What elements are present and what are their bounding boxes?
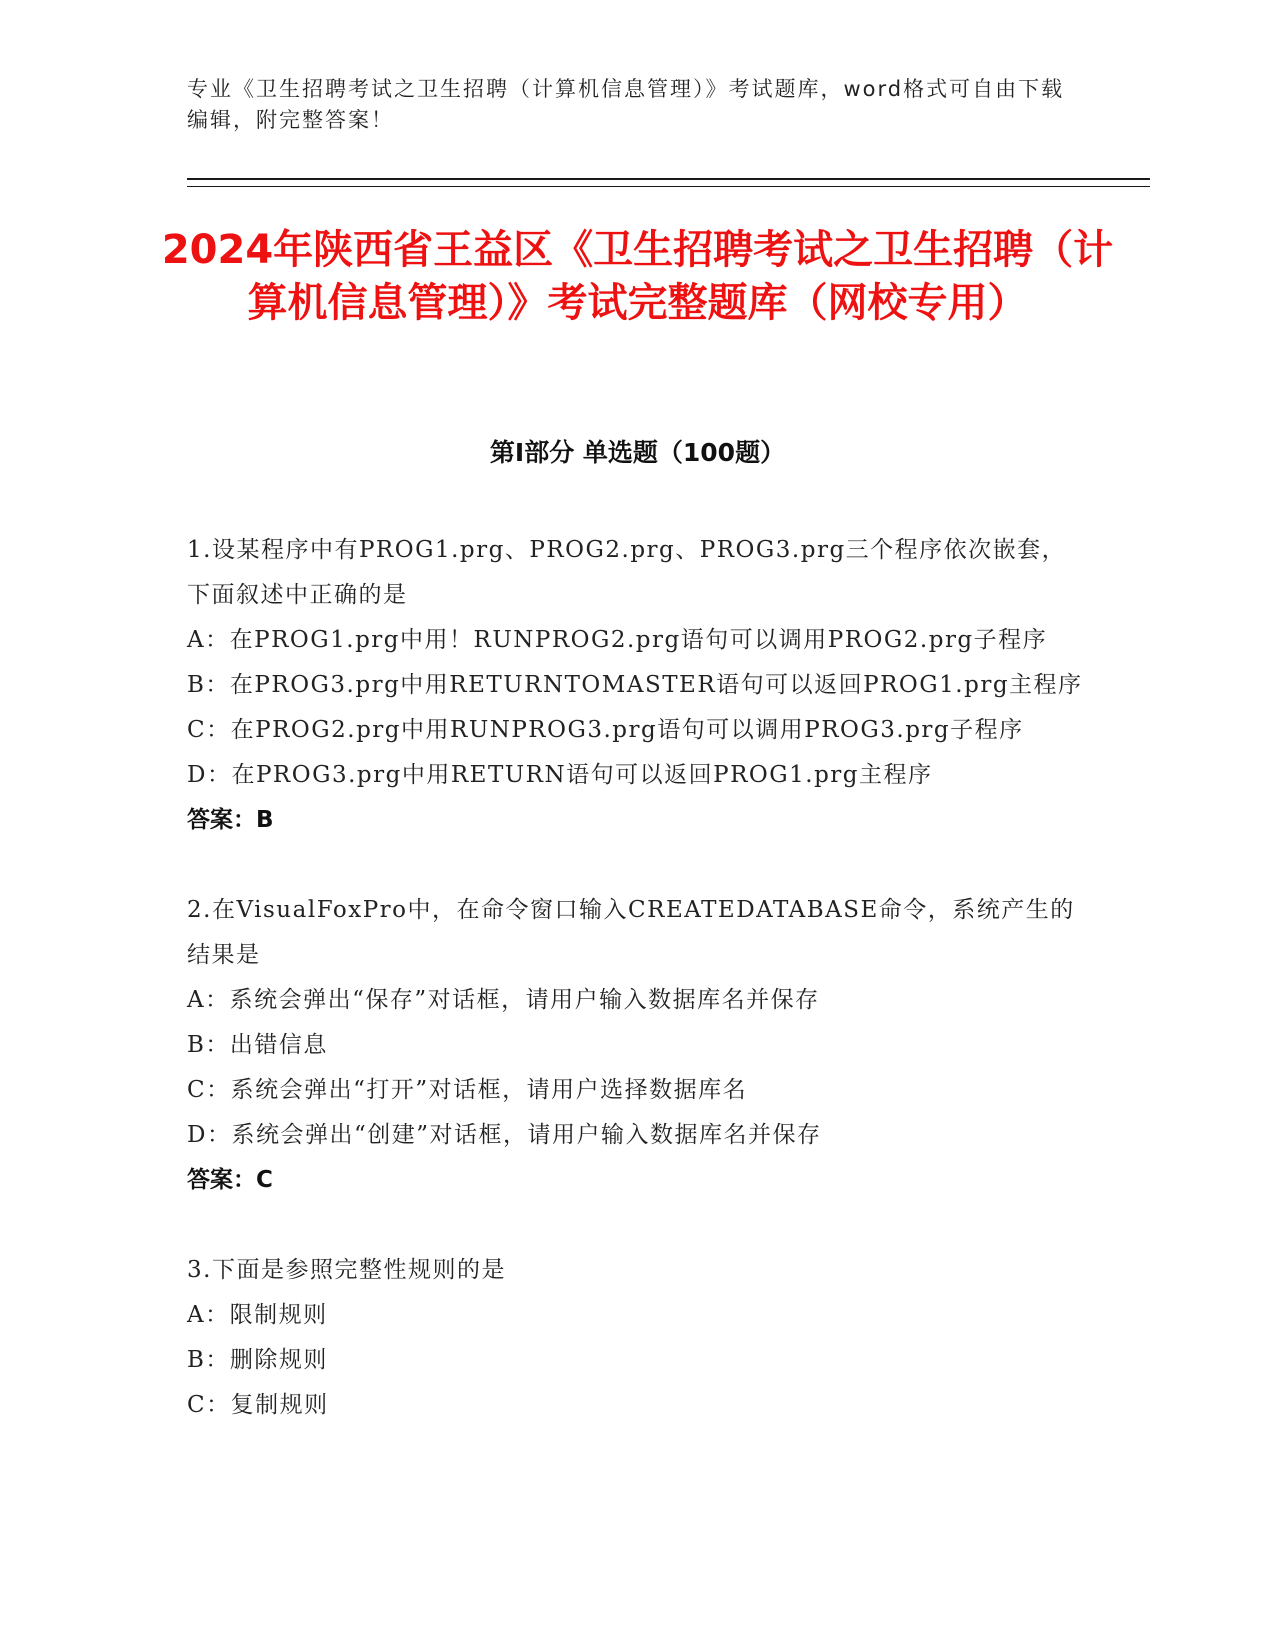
question-3 [187, 1248, 1087, 1428]
question-stem: 2.在VisualFoxPro中，在命令窗口输入CREATEDATABASE命令，系统产生的结果是 [187, 897, 1075, 968]
question-stem: 3.下面是参照完整性规则的是 [187, 1257, 506, 1283]
header-rule-thin [187, 186, 1150, 187]
option-b: B：出错信息 [187, 1032, 328, 1058]
answer: 答案：B [187, 807, 274, 833]
option-b: B：在PROG3.prg中用RETURNTOMASTER语句可以返回PROG1.prg主程序 [187, 672, 1083, 698]
option-c: C：在PROG2.prg中用RUNPROG3.prg语句可以调用PROG3.prg子程序 [187, 717, 1024, 743]
header-note: 专业《卫生招聘考试之卫生招聘（计算机信息管理）》考试题库，word格式可自由下载编辑，附完整答案！ [187, 77, 1065, 132]
header-rule-thick [187, 178, 1150, 180]
option-a: A：在PROG1.prg中用！RUNPROG2.prg语句可以调用PROG2.prg子程序 [187, 627, 1048, 653]
option-c: C：复制规则 [187, 1392, 329, 1418]
option-b: B：删除规则 [187, 1347, 328, 1373]
answer: 答案：C [187, 1167, 273, 1193]
question-2 [187, 888, 1087, 1203]
option-d: D：在PROG3.prg中用RETURN语句可以返回PROG1.prg主程序 [187, 762, 933, 788]
document-title: 2024年陕西省王益区《卫生招聘考试之卫生招聘（计算机信息管理）》考试完整题库（网校专用） [161, 227, 1114, 326]
option-d: D：系统会弹出“创建”对话框，请用户输入数据库名并保存 [187, 1122, 822, 1148]
option-a: A：限制规则 [187, 1302, 328, 1328]
section-heading: 第Ⅰ部分 单选题（100题） [489, 438, 786, 467]
question-list [187, 528, 1087, 1473]
question-stem: 1.设某程序中有PROG1.prg、PROG2.prg、PROG3.prg三个程序依次嵌套，下面叙述中正确的是 [187, 537, 1067, 608]
option-a: A：系统会弹出“保存”对话框，请用户输入数据库名并保存 [187, 987, 820, 1013]
option-c: C：系统会弹出“打开”对话框，请用户选择数据库名 [187, 1077, 748, 1103]
question-1 [187, 528, 1087, 843]
